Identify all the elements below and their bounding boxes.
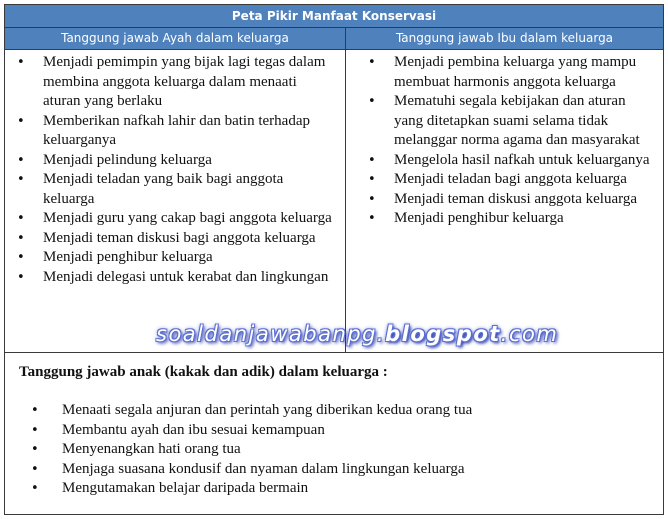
father-column [5,50,346,352]
mother-column [346,50,663,352]
list-item: • Mengelola hasil nafkah untuk keluarganya [394,151,651,171]
list-item: • Menjadi penghibur keluarga [394,209,651,229]
child-responsibility-list [62,401,472,499]
list-item: • Menjadi pembina keluarga yang mampu membuat harmonis anggota keluarga [394,53,651,92]
table-title: Peta Pikir Manfaat Konservasi [5,5,663,28]
list-item: • Menjadi penghibur keluarga [43,248,333,268]
mother-column-header: Tanggung jawab Ibu dalam keluarga [346,28,663,50]
child-section [5,353,663,514]
list-item: • Menjadi teladan yang baik bagi anggota keluarga [43,170,333,209]
list-item: • Menjadi guru yang cakap bagi anggota keluarga [43,209,333,229]
list-item: • Menjadi teman diskusi bagi anggota keluarga [43,229,333,249]
list-item: • Menyenangkan hati orang tua [62,440,472,460]
list-item: • Memberikan nafkah lahir dan batin terhadap keluarganya [43,112,333,151]
mother-responsibility-list [346,50,663,229]
watermark-suffix: .com [500,322,559,346]
child-section-title: Tanggung jawab anak (kakak dan adik) dalam keluarga : [19,364,388,380]
father-column-header: Tanggung jawab Ayah dalam keluarga [5,28,346,50]
watermark-bold: blogspot [385,322,501,346]
watermark-prefix: soaldanjawabanpg. [156,322,386,346]
concept-map-table [4,4,664,515]
list-item: • Mengutamakan belajar daripada bermain [62,479,472,499]
list-item: • Mematuhi segala kebijakan dan aturan yang ditetapkan suami selama tidak melanggar norma agama dan masyarakat [394,92,651,151]
list-item: • Menjadi delegasi untuk kerabat dan lingkungan [43,268,333,288]
list-item: • Menjadi teman diskusi anggota keluarga [394,190,651,210]
list-item: • Menjaga suasana kondusif dan nyaman dalam lingkungan keluarga [62,460,472,480]
list-item: • Menjadi pemimpin yang bijak lagi tegas dalam membina anggota keluarga dalam menaati aturan yang berlaku [43,53,333,112]
father-responsibility-list [5,50,345,287]
list-item: • Menaati segala anjuran dan perintah yang diberikan kedua orang tua [62,401,472,421]
list-item: • Menjadi pelindung keluarga [43,151,333,171]
list-item: • Membantu ayah dan ibu sesuai kemampuan [62,421,472,441]
list-item: • Menjadi teladan bagi anggota keluarga [394,170,651,190]
blog-watermark [156,322,558,346]
